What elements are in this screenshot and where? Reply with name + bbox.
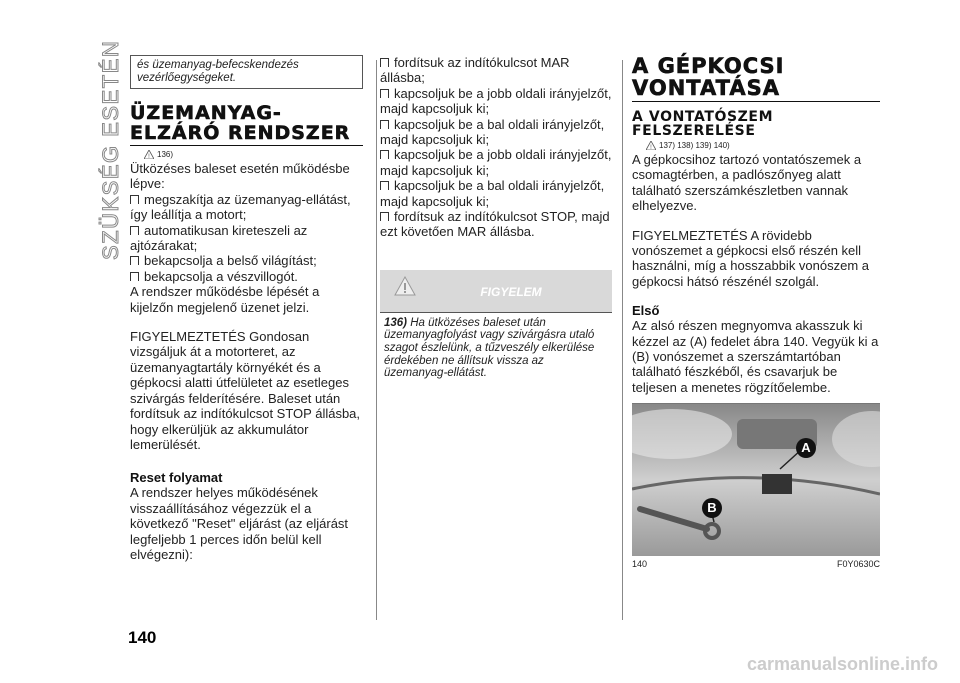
continued-box: és üzemanyag-befecskendezés vezérlőegységeket. bbox=[130, 55, 363, 89]
paragraph: Az alsó részen megnyomva akasszuk ki kézzel az (A) fedelet ábra 140. Vegyük ki a (B) vonószemet a szerszámtartóban található fészkéből, és csavarjuk be teljesen a menetes rögzítőelembe. bbox=[632, 318, 879, 395]
bullet-item: fordítsuk az indítókulcsot STOP, majd ezt követően MAR állásba. bbox=[380, 209, 610, 240]
column-1 bbox=[130, 55, 363, 562]
paragraph: FIGYELMEZTETÉS A rövidebb vonószemet a gépkocsi első részén kell használni, míg a hosszabbik vonószem a gépkocsi hátsó részénél szolgál. bbox=[632, 227, 870, 289]
bullet-icon bbox=[380, 58, 389, 67]
subheading-reset: Reset folyamat bbox=[130, 470, 223, 486]
bullet-item: bekapcsolja a vészvillogót. bbox=[130, 269, 363, 284]
bullet-icon bbox=[380, 89, 389, 98]
warning-body: 136) Ha ütközéses baleset után üzemanyagfolyást vagy szivárgásra utaló szagot észlelünk, a tűzveszély elkerülése érdekében ne állítsuk vissza az üzemanyag-ellátást. bbox=[380, 312, 612, 384]
bullet-icon bbox=[130, 272, 139, 281]
bullet-item: kapcsoljuk be a jobb oldali irányjelzőt, majd kapcsoljuk ki; bbox=[380, 147, 612, 178]
bullet-icon bbox=[380, 120, 389, 129]
bullet-item: kapcsoljuk be a bal oldali irányjelzőt, majd kapcsoljuk ki; bbox=[380, 116, 605, 148]
warning-box bbox=[380, 270, 612, 384]
subheading-tow-eye-1: A VONTATÓSZEM bbox=[632, 109, 774, 125]
warning-refs: ! 137) 138) 139) 140) bbox=[646, 141, 880, 150]
figure-tow-eye bbox=[632, 403, 880, 556]
heading-fuel-cutoff-2: ELZÁRÓ RENDSZER bbox=[130, 122, 351, 144]
column-divider bbox=[622, 60, 623, 620]
bullet-item: fordítsuk az indítókulcsot MAR állásba; bbox=[380, 55, 570, 86]
reset-paragraph: A rendszer helyes működésének visszaállításához végezzük el a következő "Reset" eljárást (az eljárást legfeljebb 1 perces időn belül kell elvégezni): bbox=[130, 485, 349, 562]
callout-a: A bbox=[796, 438, 816, 458]
warning-title: FIGYELEM bbox=[480, 284, 542, 299]
figure-code: F0Y0630C bbox=[836, 559, 880, 570]
bullet-item: automatikusan kireteszeli az ajtózárakat; bbox=[130, 222, 308, 254]
heading-towing-1: A GÉPKOCSI bbox=[632, 54, 785, 78]
bullet-icon bbox=[130, 256, 139, 265]
svg-text:!: ! bbox=[650, 145, 652, 150]
bullet-item: megszakítja az üzemanyag-ellátást, így leállítja a motort; bbox=[130, 191, 351, 223]
intro-text: Ütközéses baleset esetén működésbe lépve: bbox=[130, 161, 350, 192]
subheading-front: Első bbox=[632, 303, 660, 319]
heading-fuel-cutoff-1: ÜZEMANYAG- bbox=[130, 102, 282, 124]
column-divider bbox=[376, 60, 377, 620]
bullet-icon bbox=[380, 212, 389, 221]
bullet-item: bekapcsolja a belső világítást; bbox=[130, 253, 363, 268]
heading-towing-2: VONTATÁSA bbox=[632, 76, 780, 100]
bullet-icon bbox=[130, 226, 139, 235]
page-number: 140 bbox=[128, 628, 157, 647]
bullet-icon bbox=[130, 195, 139, 204]
callout-b: B bbox=[702, 498, 722, 518]
figure-number: 140 bbox=[632, 559, 648, 570]
column-3 bbox=[632, 55, 880, 569]
column-2 bbox=[380, 55, 612, 384]
section-side-title bbox=[72, 39, 123, 260]
bullet-icon bbox=[380, 150, 389, 159]
bullet-icon bbox=[380, 181, 389, 190]
bullet-item: kapcsoljuk be a jobb oldali irányjelzőt, majd kapcsoljuk ki; bbox=[380, 85, 612, 117]
side-title-text: SZÜKSÉG ESETÉN bbox=[98, 39, 123, 260]
warning-paragraph: FIGYELMEZTETÉS Gondosan vizsgáljuk át a motorteret, az üzemanyagtartály környékét és a gépkocsi alatti útfelületet az esetleges szivárgás felderítésére. Baleset után fordítsuk az indítókulcsot STOP állásba, hogy elkerüljük az akkumulátor lemerülését. bbox=[130, 329, 361, 452]
figure-caption bbox=[632, 559, 880, 569]
warning-header bbox=[380, 270, 612, 312]
subheading-tow-eye-2: FELSZERELÉSE bbox=[632, 123, 756, 139]
warning-triangle-icon bbox=[144, 150, 154, 159]
heading-rule bbox=[632, 101, 880, 102]
warning-refs: ! 136) bbox=[144, 150, 363, 159]
tow-eye-illustration bbox=[632, 404, 880, 556]
heading-rule bbox=[130, 145, 363, 146]
warning-triangle-icon bbox=[646, 141, 656, 150]
bullet-item: kapcsoljuk be a bal oldali irányjelzőt, majd kapcsoljuk ki; bbox=[380, 178, 605, 209]
watermark: carmanualsonline.info bbox=[746, 654, 938, 674]
paragraph: A gépkocsihoz tartozó vontatószemek a csomagtérben, a padlószőnyeg alatt található szerszámkészletben vannak elhelyezve. bbox=[632, 152, 862, 214]
svg-text:!: ! bbox=[148, 154, 150, 159]
after-bullets-text: A rendszer működésbe lépését a kijelzőn megjelenő üzenet jelzi. bbox=[130, 284, 320, 315]
